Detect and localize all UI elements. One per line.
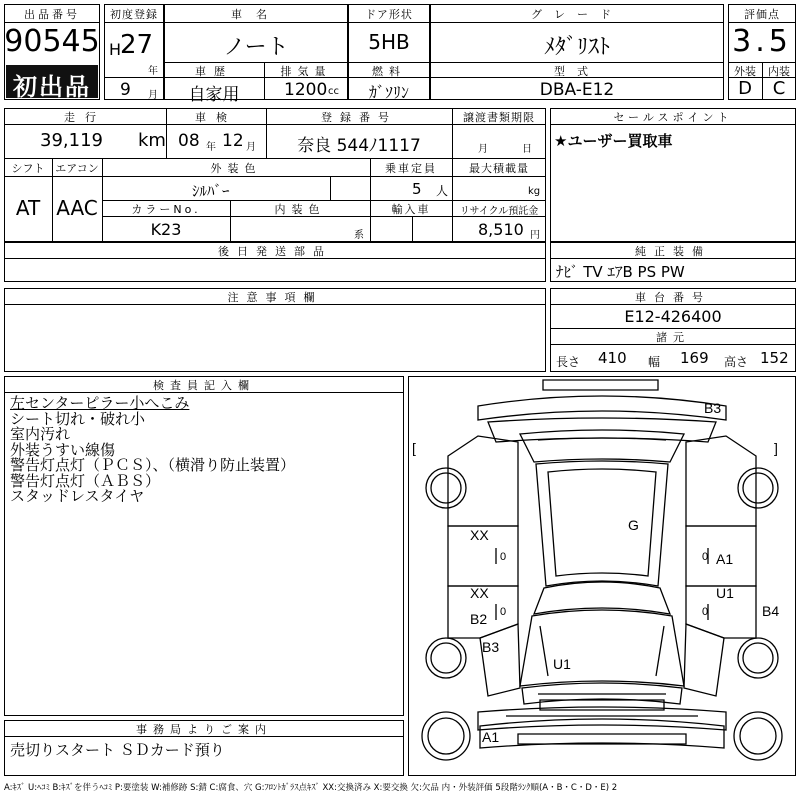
reg-number: 奈良 544ﾉ1117 bbox=[297, 136, 421, 156]
recycle-fee: 8,510 bbox=[478, 220, 524, 239]
zero-mark: 0 bbox=[702, 606, 709, 618]
dims-label: 諸元 bbox=[656, 331, 690, 344]
grade: ﾒﾀﾞﾘｽﾄ bbox=[543, 35, 610, 60]
displacement-label: 排気量 bbox=[280, 65, 332, 78]
office-text: 売切りスタート ＳＤカード預り bbox=[10, 741, 225, 759]
inspection-year-unit: 年 bbox=[206, 142, 216, 153]
sales-point-box bbox=[550, 108, 796, 242]
damage-hood: U1 bbox=[553, 656, 571, 672]
damage-right-side: B4 bbox=[762, 603, 780, 619]
length-label: 長さ bbox=[556, 355, 581, 369]
month-suffix: 月 bbox=[148, 90, 158, 101]
damage-right-rear-door: U1 bbox=[716, 585, 734, 601]
transfer-month-unit: 月 bbox=[478, 144, 488, 155]
lot-number: 90545 bbox=[4, 24, 100, 59]
capacity-unit: 人 bbox=[436, 184, 449, 198]
reg-month: 9 bbox=[120, 80, 131, 100]
fuel: ｶﾞｿﾘﾝ bbox=[368, 83, 409, 102]
displacement-unit: cc bbox=[328, 86, 339, 97]
inspection-month-unit: 月 bbox=[246, 142, 256, 153]
car-diagram bbox=[408, 376, 796, 776]
zero-mark: 0 bbox=[500, 551, 507, 563]
inspector-notes bbox=[10, 396, 295, 505]
inspection-month: 12 bbox=[222, 131, 244, 151]
mileage: 39,119 bbox=[40, 130, 103, 151]
exterior-label: 外装 bbox=[734, 65, 756, 78]
mileage-label: 走行 bbox=[64, 111, 106, 124]
sales-point-text: ★ユーザー買取車 bbox=[554, 132, 673, 150]
reg-number-label: 登録番号 bbox=[321, 111, 397, 124]
damage-left-b: B2 bbox=[470, 611, 488, 627]
mileage-unit: km bbox=[138, 130, 166, 151]
width-label: 幅 bbox=[648, 355, 661, 369]
damage-left-rear-fender: B3 bbox=[482, 639, 500, 655]
inspector-line: 警告灯点灯（ＰＣＳ）、（横滑り防止装置） bbox=[10, 456, 296, 474]
later-parts-label: 後日発送部品 bbox=[218, 245, 332, 258]
recycle-label: リサイクル預託金 bbox=[459, 206, 539, 217]
damage-front-bumper: A1 bbox=[482, 729, 500, 745]
damage-rear-bumper: B3 bbox=[704, 400, 722, 416]
equipment-label: 純正装備 bbox=[635, 245, 711, 258]
damage-left-rear-door: XX bbox=[470, 585, 489, 601]
score: 3.5 bbox=[732, 24, 792, 59]
int-color-unit: 系 bbox=[354, 230, 364, 241]
max-load-label: 最大積載量 bbox=[469, 162, 529, 175]
lot-number-label: 出品番号 bbox=[24, 8, 80, 21]
first-listing-badge-text: 初出品 bbox=[13, 73, 91, 101]
fuel-label: 燃料 bbox=[372, 65, 406, 78]
inspector-line: 室内汚れ bbox=[10, 425, 71, 443]
bracket-left: [ bbox=[412, 440, 416, 456]
inspection-year: 08 bbox=[178, 131, 200, 151]
notes-label: 注意事項欄 bbox=[227, 291, 323, 304]
car-name: ノート bbox=[223, 35, 289, 60]
max-load-unit: kg bbox=[528, 186, 541, 197]
car-name-label: 車名 bbox=[231, 8, 281, 21]
ac-label: エアコン bbox=[55, 162, 99, 175]
legend: A:ｷｽﾞ U:ﾍｺﾐ B:ｷｽﾞを伴うﾍｺﾐ P:要塗装 W:補修跡 S:錆 C:腐食、穴 G:ﾌﾛﾝﾄｶﾞﾗｽ点ｷｽﾞ XX:交換済み X:要交換 欠:欠品 内・外装評価 5段階ﾗﾝｸ順(A・B・C・D・E) 2 bbox=[4, 783, 618, 793]
import-label: 輸入車 bbox=[391, 203, 431, 216]
inspector-label: 検査員記入欄 bbox=[153, 379, 255, 392]
chassis-label: 車台番号 bbox=[635, 291, 711, 304]
inspector-line: 外装うすい線傷 bbox=[10, 440, 116, 459]
sales-point-label: セールスポイント bbox=[613, 111, 733, 124]
capacity: 5 bbox=[412, 180, 422, 198]
door-label: ドア形状 bbox=[365, 8, 413, 21]
office-label: 事務局よりご案内 bbox=[136, 723, 272, 736]
height-label: 高さ bbox=[724, 355, 749, 369]
damage-roof: G bbox=[628, 517, 639, 533]
era-letter: H bbox=[109, 40, 122, 59]
model: DBA-E12 bbox=[539, 80, 615, 100]
color-no: K23 bbox=[150, 220, 182, 239]
inspection-label: 車検 bbox=[195, 111, 237, 124]
bracket-right: ] bbox=[774, 440, 778, 456]
transfer-day-unit: 日 bbox=[522, 144, 532, 155]
inspector-line: スタッドレスタイヤ bbox=[10, 487, 145, 505]
model-label: 型式 bbox=[554, 65, 600, 78]
equipment-text: ﾅﾋﾞ TV ｴｱB PS PW bbox=[556, 263, 685, 281]
grade-label: グレード bbox=[531, 8, 623, 21]
door: 5HB bbox=[368, 30, 410, 54]
history-label: 車歴 bbox=[195, 65, 233, 78]
damage-left-front-door: XX bbox=[470, 527, 489, 543]
recycle-unit: 円 bbox=[530, 230, 540, 241]
inspector-line: 警告灯点灯（ＡＢＳ） bbox=[10, 471, 161, 490]
width: 169 bbox=[680, 349, 709, 367]
first-reg-label: 初度登録 bbox=[110, 8, 158, 21]
inspector-line: シート切れ・破れ小 bbox=[10, 409, 146, 428]
displacement: 1200 bbox=[284, 80, 328, 100]
ext-color-label: 外装色 bbox=[210, 162, 262, 175]
shift-label: シフト bbox=[11, 162, 45, 175]
year-suffix: 年 bbox=[148, 66, 158, 77]
interior-label: 内装 bbox=[768, 65, 790, 78]
capacity-label: 乗車定員 bbox=[385, 162, 437, 175]
exterior-grade: D bbox=[738, 78, 752, 99]
damage-right-front-door: A1 bbox=[716, 551, 734, 567]
history: 自家用 bbox=[188, 85, 240, 105]
chassis-number: E12-426400 bbox=[624, 307, 722, 326]
length: 410 bbox=[598, 349, 627, 367]
zero-mark: 0 bbox=[702, 551, 709, 563]
transfer-deadline-label: 譲渡書類期限 bbox=[463, 111, 535, 124]
shift: AT bbox=[15, 196, 41, 220]
score-label: 評価点 bbox=[744, 8, 780, 21]
zero-mark: 0 bbox=[500, 606, 507, 618]
inspector-line: 左センターピラー小へこみ bbox=[10, 394, 190, 412]
ac: AAC bbox=[56, 196, 98, 220]
era-year: 27 bbox=[120, 30, 154, 60]
height: 152 bbox=[760, 349, 789, 367]
ext-color: ｼﾙﾊﾞｰ bbox=[192, 182, 230, 200]
int-color-label: 内装色 bbox=[274, 203, 326, 216]
interior-grade: C bbox=[772, 78, 786, 99]
color-no-label: カラーNo. bbox=[131, 203, 201, 216]
